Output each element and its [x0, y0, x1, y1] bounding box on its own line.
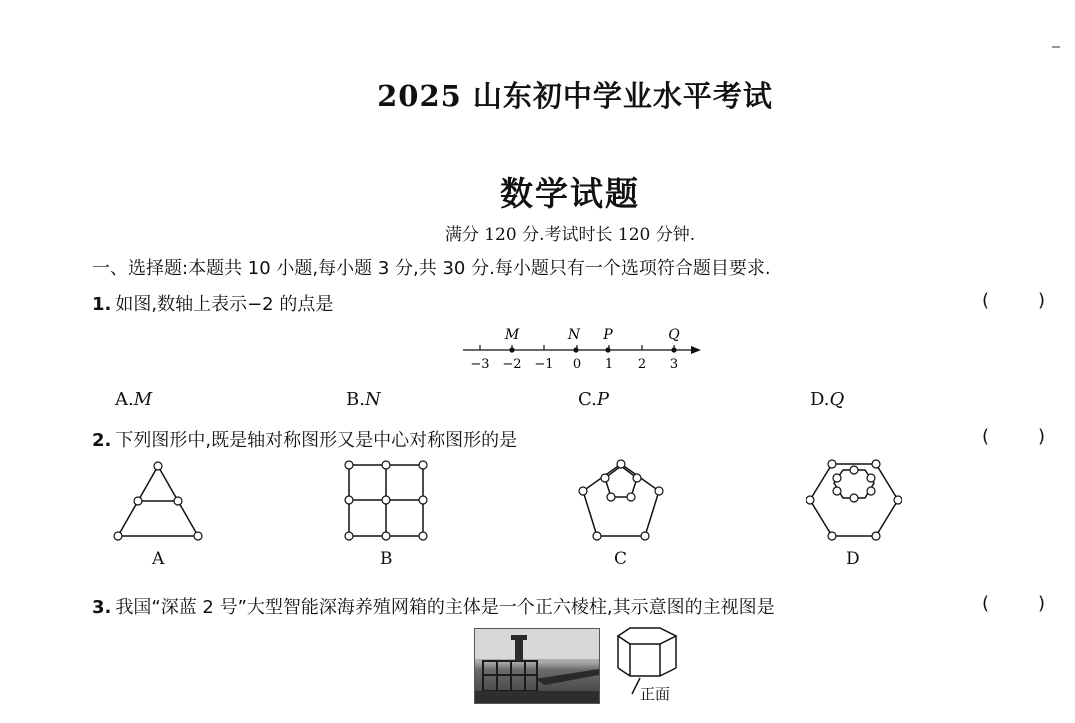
tick-label: 0 — [572, 357, 582, 372]
question-text: 我国“深蓝 2 号”大型智能深海养殖网箱的主体是一个正六棱柱,其示意图的主视图是 — [115, 597, 775, 618]
question-2 — [92, 426, 517, 452]
figure-label-b: B — [380, 549, 393, 569]
fish-farm-photo — [474, 628, 600, 704]
question-3 — [92, 593, 775, 619]
number-line-arrow — [691, 346, 701, 354]
answer-paren-close: ) — [1038, 290, 1046, 311]
subject-title: 数学试题 — [500, 174, 640, 213]
point-n — [573, 347, 578, 352]
figure-label-a: A — [152, 549, 165, 569]
figure-b-grid — [340, 456, 434, 546]
section-heading: 一、选择题:本题共 10 小题,每小题 3 分,共 30 分.每小题只有一个选项符合题目要求. — [92, 258, 771, 279]
tick-label: 2 — [637, 357, 647, 372]
figure-c-pentagons — [574, 456, 668, 546]
option-b: B.N — [346, 389, 381, 410]
answer-paren-open: ( — [982, 290, 990, 311]
option-a: A.M — [115, 389, 153, 410]
answer-paren-close: ) — [1038, 593, 1046, 614]
point-label-p: P — [603, 327, 613, 343]
page-edge-mark — [1052, 46, 1060, 48]
exam-title: 2025 山东初中学业水平考试 — [377, 79, 773, 113]
option-d: D.Q — [810, 389, 845, 410]
point-label-q: Q — [668, 327, 680, 343]
tick-label: −3 — [470, 357, 490, 372]
exam-note: 满分 120 分.考试时长 120 分钟. — [444, 225, 696, 245]
front-view-label: 正面 — [640, 685, 671, 703]
number-line-figure — [455, 322, 715, 378]
question-number: 1. — [92, 294, 112, 315]
tick-label: 1 — [604, 357, 614, 372]
point-label-m: M — [504, 327, 520, 343]
answer-paren-close: ) — [1038, 426, 1046, 447]
question-1 — [92, 290, 333, 316]
figure-label-c: C — [614, 549, 628, 569]
tick-label: −2 — [502, 357, 522, 372]
question-number: 2. — [92, 430, 112, 451]
point-m — [509, 347, 514, 352]
figure-label-d: D — [846, 549, 860, 569]
figure-a-triangle — [110, 458, 210, 546]
tick-label: 3 — [669, 357, 679, 372]
question-text: 如图,数轴上表示−2 的点是 — [115, 294, 334, 315]
question-number: 3. — [92, 597, 112, 618]
answer-paren-open: ( — [982, 593, 990, 614]
answer-paren-open: ( — [982, 426, 990, 447]
point-q — [671, 347, 676, 352]
point-p — [605, 347, 610, 352]
question-text: 下列图形中,既是轴对称图形又是中心对称图形的是 — [115, 430, 518, 451]
fish-farm-structure — [475, 629, 599, 703]
figure-d-hexagons — [806, 456, 902, 546]
option-c: C.P — [578, 389, 609, 410]
point-label-n: N — [567, 327, 581, 343]
tick-label: −1 — [534, 357, 554, 372]
